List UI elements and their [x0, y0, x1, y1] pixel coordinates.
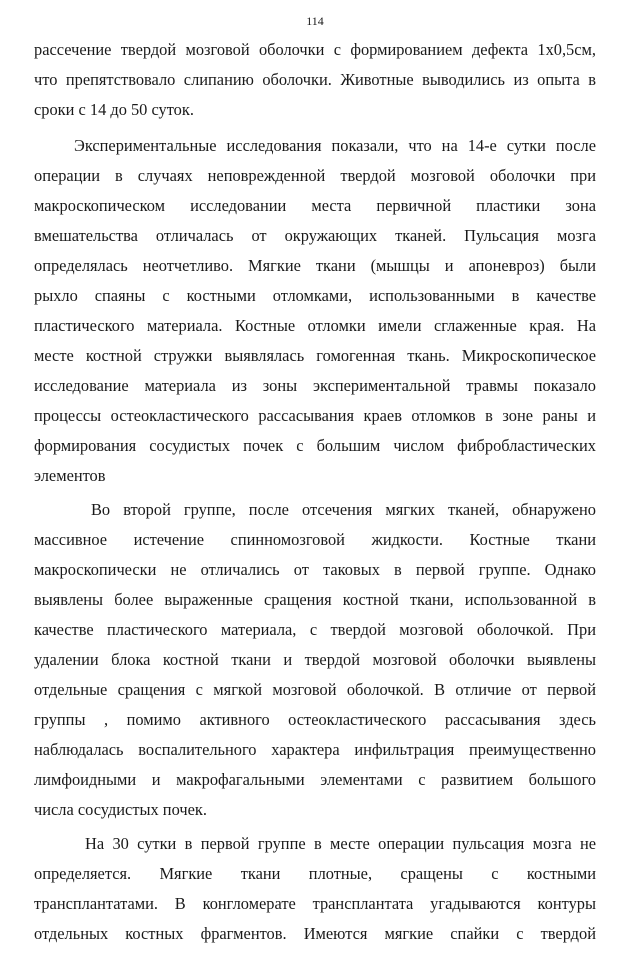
- text-line: наблюдалась воспалительного характера инфильтрация преимущественно: [34, 740, 596, 759]
- text-line: рыхло спаяны с костными отломками, использованными в качестве: [34, 286, 596, 305]
- text-line: месте костной стружки выявлялась гомогенная ткань. Микроскопическое: [34, 346, 596, 365]
- text-line: элементов: [34, 466, 106, 485]
- text-line: вмешательства отличалась от окружающих тканей. Пульсация мозга: [34, 226, 596, 245]
- text-line: макроскопически не отличались от таковых в первой группе. Однако: [34, 560, 596, 579]
- text-line: отдельных костных фрагментов. Имеются мягкие спайки с твердой: [34, 924, 596, 943]
- text-line: что препятствовало слипанию оболочки. Животные выводились из опыта в: [34, 70, 596, 89]
- text-line: формирования сосудистых почек с большим числом фибробластических: [34, 436, 596, 455]
- text-line: операции в случаях неповрежденной твердой мозговой оболочки при: [34, 166, 596, 185]
- text-line: Во второй группе, после отсечения мягких тканей, обнаружено: [91, 500, 596, 519]
- text-line: отдельные сращения с мягкой мозговой оболочкой. В отличие от первой: [34, 680, 596, 699]
- text-line: процессы остеокластического рассасывания краев отломков в зоне раны и: [34, 406, 596, 425]
- text-line: лимфоидными и макрофагальными элементами с развитием большого: [34, 770, 596, 789]
- text-line: Экспериментальные исследования показали, что на 14-е сутки после: [74, 136, 596, 155]
- text-line: трансплантатами. В конгломерате трансплантата угадываются контуры: [34, 894, 596, 913]
- text-line: удалении блока костной ткани и твердой мозговой оболочки выявлены: [34, 650, 596, 669]
- text-line: определяется. Мягкие ткани плотные, сращены с костными: [34, 864, 596, 883]
- text-line: массивное истечение спинномозговой жидкости. Костные ткани: [34, 530, 596, 549]
- text-line: группы , помимо активного остеокластического рассасывания здесь: [34, 710, 596, 729]
- text-line: определялась неотчетливо. Мягкие ткани (мышцы и апоневроз) были: [34, 256, 596, 275]
- text-line: макроскопическом исследовании места первичной пластики зона: [34, 196, 596, 215]
- text-line: На 30 сутки в первой группе в месте операции пульсация мозга не: [85, 834, 596, 853]
- page-number: 114: [306, 14, 324, 28]
- text-line: исследование материала из зоны экспериментальной травмы показало: [34, 376, 596, 395]
- text-line: сроки с 14 до 50 суток.: [34, 100, 194, 119]
- text-line: пластического материала. Костные отломки имели сглаженные края. На: [34, 316, 596, 335]
- text-line: выявлены более выраженные сращения костной ткани, использованной в: [34, 590, 596, 609]
- text-line: качестве пластического материала, с твердой мозговой оболочкой. При: [34, 620, 596, 639]
- text-line: числа сосудистых почек.: [34, 800, 207, 819]
- text-line: рассечение твердой мозговой оболочки с формированием дефекта 1х0,5см,: [34, 40, 596, 59]
